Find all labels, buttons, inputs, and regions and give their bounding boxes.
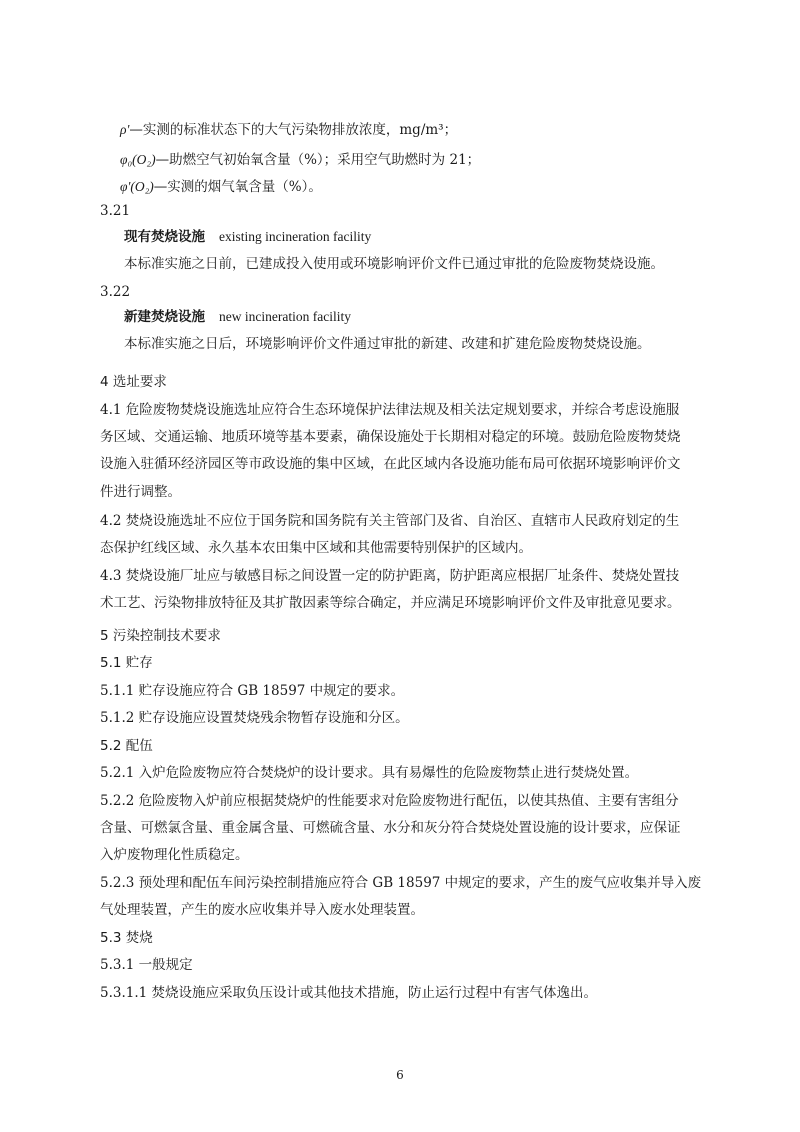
subsection-heading-5-2: 5.2 配伍 xyxy=(100,738,153,754)
paragraph-line: 务区域、交通运输、地质环境等基本要素，确保设施处于长期相对稳定的环境。鼓励危险废物焚烧 xyxy=(100,429,681,445)
term-cn: 现有焚烧设施 xyxy=(124,229,205,245)
paragraph-line: 5.2.3 预处理和配伍车间污染控制措施应符合 GB 18597 中规定的要求，产生的废气应收集并导入废 xyxy=(100,875,702,891)
paragraph-line: 件进行调整。 xyxy=(100,484,181,500)
definition-text: —助燃空气初始氧含量（%）；采用空气助燃时为 21； xyxy=(155,152,481,168)
page-number: 6 xyxy=(396,1068,404,1082)
paragraph-line: 5.3.1.1 焚烧设施应采取负压设计或其他技术措施，防止运行过程中有害气体逸出。 xyxy=(100,985,598,1001)
definition-text: —实测的标准状态下的大气污染物排放浓度，mg/m³； xyxy=(129,122,458,138)
term-new-facility xyxy=(124,310,351,325)
subsection-heading-5-1: 5.1 贮存 xyxy=(100,655,153,671)
clause-number-3-22: 3.22 xyxy=(100,284,131,300)
symbol-phi0-o2: φ₀(O₂) xyxy=(120,152,156,167)
paragraph-line: 气处理装置，产生的废水应收集并导入废水处理装置。 xyxy=(100,902,424,918)
paragraph-line: 5.3.1 一般规定 xyxy=(100,957,193,973)
definition-paragraph: 本标准实施之日前，已建成投入使用或环境影响评价文件已通过审批的危险废物焚烧设施。 xyxy=(124,256,664,272)
paragraph-line: 5.1.2 贮存设施应设置焚烧残余物暂存设施和分区。 xyxy=(100,710,409,726)
paragraph-line: 4.1 危险废物焚烧设施选址应符合生态环境保护法律法规及相关法定规划要求，并综合考虑设施服 xyxy=(100,402,680,418)
section-heading-5: 5 污染控制技术要求 xyxy=(100,628,221,644)
paragraph-line: 5.2.2 危险废物入炉前应根据焚烧炉的性能要求对危险废物进行配伍，以使其热值、主要有害组分 xyxy=(100,793,679,809)
definition-phi0-o2 xyxy=(120,153,480,168)
paragraph-line: 态保护红线区域、永久基本农田集中区域和其他需要特别保护的区域内。 xyxy=(100,540,532,556)
section-heading-4: 4 选址要求 xyxy=(100,374,167,390)
paragraph-line: 入炉废物理化性质稳定。 xyxy=(100,847,249,863)
definition-text: —实测的烟气氧含量（%）。 xyxy=(153,179,322,195)
definition-phi-prime-o2 xyxy=(120,180,322,195)
term-existing-facility xyxy=(124,230,371,245)
term-en: new incineration facility xyxy=(219,309,351,324)
symbol-rho-prime: ρ' xyxy=(120,122,130,137)
term-cn: 新建焚烧设施 xyxy=(124,309,205,325)
term-en: existing incineration facility xyxy=(219,229,372,244)
clause-number-3-21: 3.21 xyxy=(100,203,131,219)
definition-rho-prime xyxy=(120,123,457,138)
paragraph-line: 4.2 焚烧设施选址不应位于国务院和国务院有关主管部门及省、自治区、直辖市人民政府划定的生 xyxy=(100,513,680,529)
definition-paragraph: 本标准实施之日后，环境影响评价文件通过审批的新建、改建和扩建危险废物焚烧设施。 xyxy=(124,336,651,352)
paragraph-line: 设施入驻循环经济园区等市政设施的集中区域，在此区域内各设施功能布局可依据环境影响评价文 xyxy=(100,456,681,472)
paragraph-line: 含量、可燃氯含量、重金属含量、可燃硫含量、水分和灰分符合焚烧处置设施的设计要求，应保证 xyxy=(100,820,681,836)
symbol-phi-prime-o2: φ'(O₂) xyxy=(120,179,154,194)
paragraph-line: 4.3 焚烧设施厂址应与敏感目标之间设置一定的防护距离，防护距离应根据厂址条件、焚烧处置技 xyxy=(100,568,680,584)
paragraph-line: 5.1.1 贮存设施应符合 GB 18597 中规定的要求。 xyxy=(100,683,405,699)
paragraph-line: 术工艺、污染物排放特征及其扩散因素等综合确定，并应满足环境影响评价文件及审批意见要求。 xyxy=(100,595,681,611)
subsection-heading-5-3: 5.3 焚烧 xyxy=(100,930,153,946)
paragraph-line: 5.2.1 入炉危险废物应符合焚烧炉的设计要求。具有易爆性的危险废物禁止进行焚烧处置。 xyxy=(100,765,639,781)
